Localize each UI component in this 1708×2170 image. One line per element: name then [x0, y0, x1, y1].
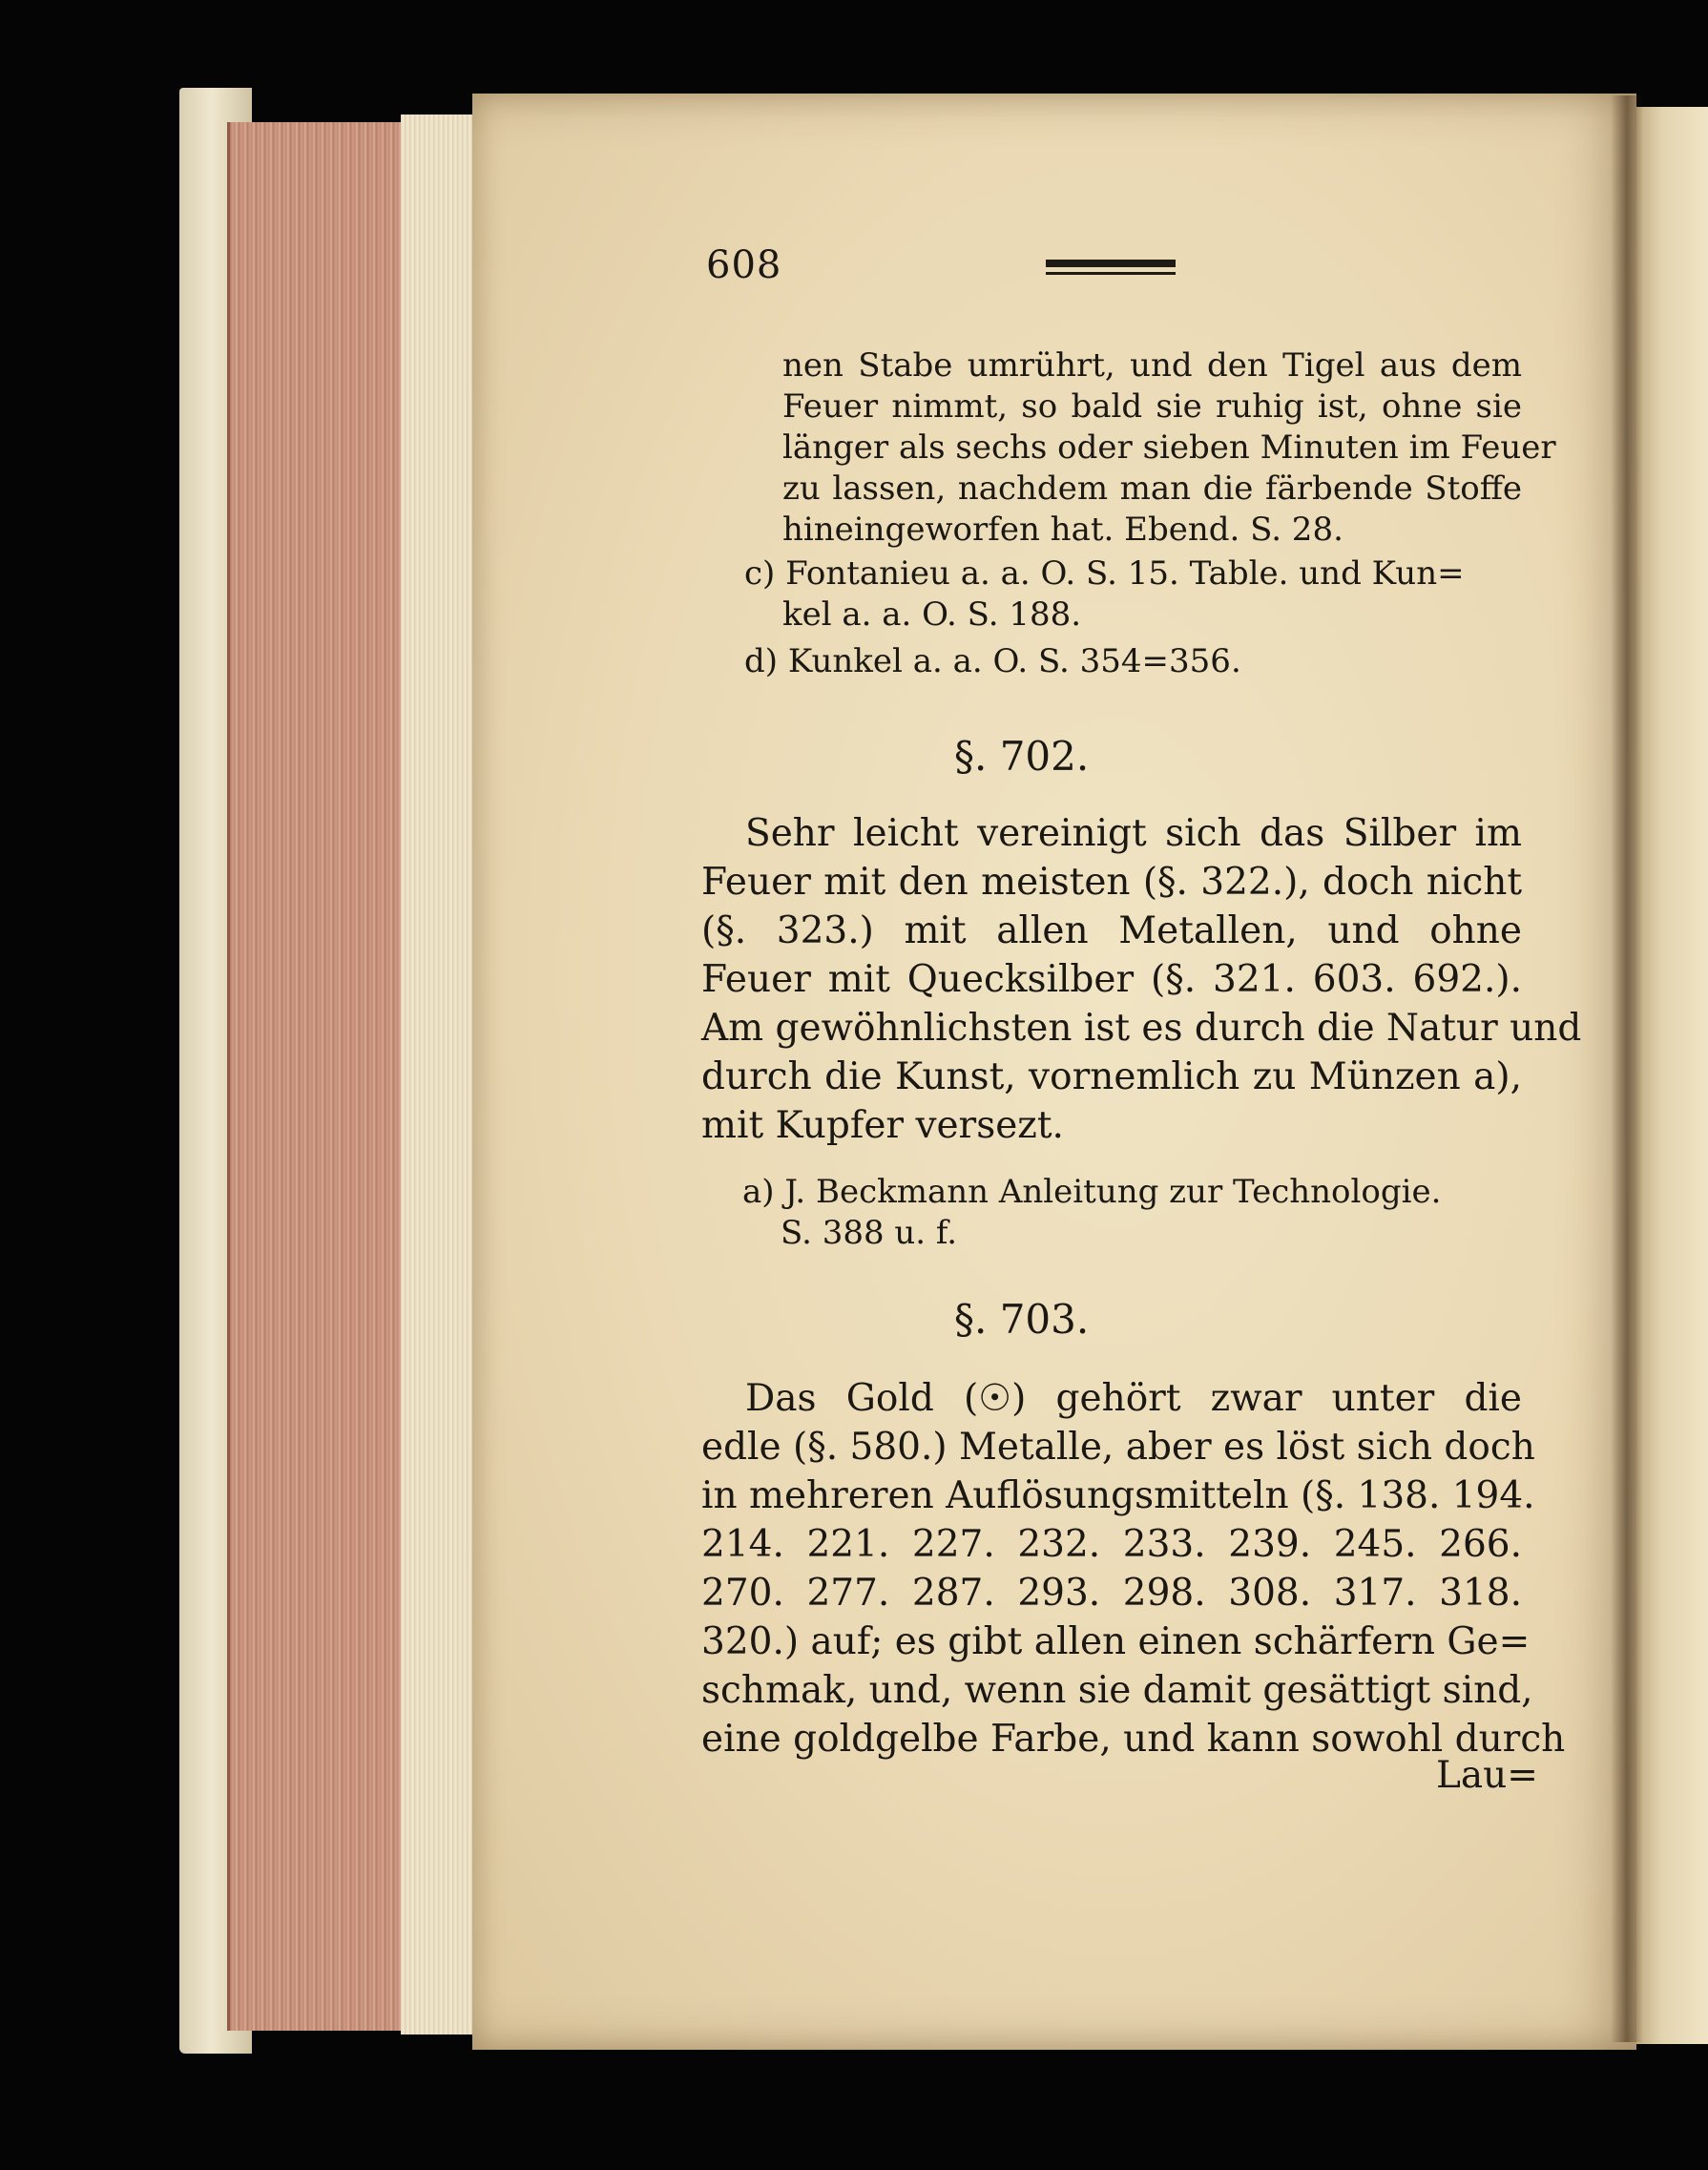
text-line: nen Stabe umrührt, und den Tigel aus dem: [782, 346, 1522, 385]
text-line: hineingeworfen hat. Ebend. S. 28.: [782, 511, 1343, 549]
footnote-marker: a): [742, 1173, 775, 1211]
text-line: schmak, und, wenn sie damit gesättigt sind,: [701, 1669, 1533, 1712]
text-line: länger als sechs oder sieben Minuten im Feuer: [782, 428, 1556, 467]
text-line: durch die Kunst, vornemlich zu Münzen a),: [701, 1055, 1522, 1098]
footnote-line: kel a. a. O. S. 188.: [782, 595, 1082, 634]
text-line: zu lassen, nachdem man die färbende Stoffe: [782, 469, 1522, 508]
text-line: eine goldgelbe Farbe, und kann sowohl durch: [701, 1718, 1566, 1761]
footnote-line: J. Beckmann Anleitung zur Technologie.: [784, 1173, 1442, 1211]
page-number: 608: [706, 243, 782, 287]
text-line: Feuer nimmt, so bald sie ruhig ist, ohne sie: [782, 387, 1522, 426]
footnote-line: Kunkel a. a. O. S. 354=356.: [787, 642, 1241, 680]
section-heading-702: §. 702.: [954, 733, 1090, 780]
text-line: edle (§. 580.) Metalle, aber es löst sich doch: [701, 1426, 1535, 1469]
text-line: (§. 323.) mit allen Metallen, und ohne: [701, 909, 1522, 952]
text-line: 320.) auf; es gibt allen einen schärfern Ge=: [701, 1620, 1531, 1663]
continuation-text: [782, 345, 1556, 551]
section-703-body: [701, 1374, 1566, 1763]
text-line: 214. 221. 227. 232. 233. 239. 245. 266.: [701, 1523, 1522, 1566]
footnote-line: Fontanieu a. a. O. S. 15. Table. und Kun=: [785, 554, 1465, 593]
text-line: Feuer mit Quecksilber (§. 321. 603. 692.).: [701, 958, 1522, 1001]
page-edges-inner: [401, 115, 479, 2034]
text-line: Sehr leicht vereinigt sich das Silber im: [745, 812, 1522, 855]
gutter-shadow: [1611, 95, 1643, 2042]
footnote-marker: c): [744, 554, 776, 593]
section-heading-703: §. 703.: [954, 1296, 1090, 1343]
footnote-marker: d): [744, 642, 779, 680]
facing-page: [1632, 107, 1708, 2044]
text-line: Am gewöhnlichsten ist es durch die Natur und: [701, 1007, 1582, 1050]
footnote-d: [744, 641, 1522, 682]
text-line: in mehreren Auflösungsmitteln (§. 138. 194.: [701, 1474, 1535, 1517]
text-line: Feuer mit den meisten (§. 322.), doch nicht: [701, 861, 1522, 904]
text-line: Das Gold (☉) gehört zwar unter die: [745, 1377, 1522, 1420]
footnote-c: [744, 553, 1522, 636]
text-line: 270. 277. 287. 293. 298. 308. 317. 318.: [701, 1572, 1522, 1615]
footnote-a: [742, 1172, 1520, 1254]
section-702-body: [701, 809, 1582, 1150]
header-rule: [1046, 260, 1176, 275]
catchword: Lau=: [1436, 1754, 1538, 1797]
footnote-line: S. 388 u. f.: [781, 1214, 958, 1252]
text-line: mit Kupfer versezt.: [701, 1104, 1064, 1147]
